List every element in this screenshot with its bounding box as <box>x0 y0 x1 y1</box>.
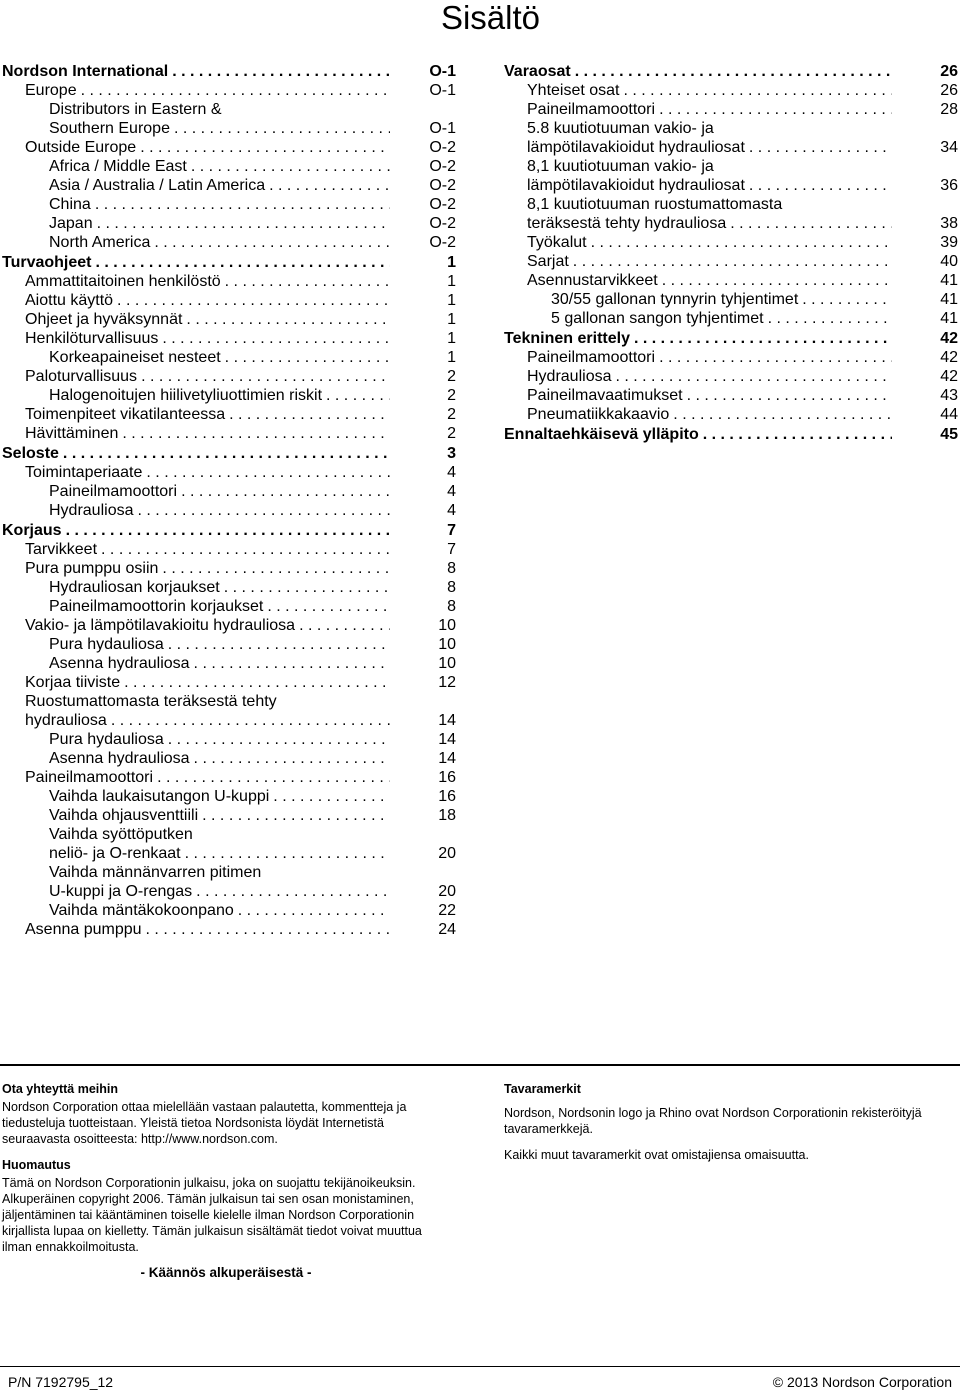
toc-entry-title: Toimintaperiaate <box>25 464 143 481</box>
toc-dot-leader <box>162 559 390 578</box>
toc-entry-title: Ohjeet ja hyväksynnät <box>25 311 183 328</box>
toc-page-number: O-2 <box>429 215 456 232</box>
toc-entry[interactable] <box>2 291 456 310</box>
toc-page-number: 12 <box>438 674 456 691</box>
toc-page-number: 39 <box>940 234 958 251</box>
toc-page-number: 22 <box>438 902 456 919</box>
toc-dot-leader <box>146 920 390 939</box>
toc-dot-leader <box>181 482 390 501</box>
toc-page-number: 4 <box>447 502 456 519</box>
toc-dot-leader <box>573 252 892 271</box>
toc-page-number: 14 <box>438 712 456 729</box>
toc-entry[interactable] <box>2 81 456 100</box>
toc-entry-title: 5.8 kuutiotuuman vakio- ja <box>527 120 714 137</box>
toc-entry[interactable] <box>2 654 456 673</box>
toc-page-number: O-2 <box>429 196 456 213</box>
toc-entry-title: Vaihda laukaisutangon U-kuppi <box>49 788 270 805</box>
toc-page-number: 8 <box>447 598 456 615</box>
toc-entry[interactable] <box>2 329 456 348</box>
toc-entry-title: Turvaohjeet <box>2 254 92 271</box>
toc-entry[interactable] <box>2 176 456 195</box>
toc-entry-title: teräksestä tehty hydrauliosa <box>527 215 727 232</box>
toc-entry-title: Aiottu käyttö <box>25 292 114 309</box>
toc-entry-title: Southern Europe <box>49 120 170 137</box>
toc-dot-leader <box>202 806 390 825</box>
toc-entry-title: Asenna hydrauliosa <box>49 655 190 672</box>
part-number: P/N 7192795_12 <box>8 1374 114 1390</box>
toc-entry-title: Asennustarvikkeet <box>527 272 658 289</box>
toc-page-number: 24 <box>438 921 456 938</box>
copyright: © 2013 Nordson Corporation <box>772 1374 952 1390</box>
toc-section-heading[interactable] <box>2 444 456 463</box>
toc-entry[interactable] <box>2 863 456 882</box>
toc-entry-title: Africa / Middle East <box>49 158 187 175</box>
toc-dot-leader <box>162 329 390 348</box>
toc-dot-leader <box>174 119 390 138</box>
toc-entry[interactable] <box>2 540 456 559</box>
toc-entry[interactable] <box>504 81 958 100</box>
toc-page-number: 40 <box>940 253 958 270</box>
toc-entry[interactable] <box>2 635 456 654</box>
toc-entry[interactable] <box>2 119 456 138</box>
trademarks-text-2: Kaikki muut tavaramerkit ovat omistajiensa omaisuutta. <box>504 1148 809 1162</box>
toc-page-number: 45 <box>940 426 958 443</box>
toc-dot-leader <box>196 882 390 901</box>
toc-entry[interactable] <box>2 844 456 863</box>
toc-entry-title: Pura hydauliosa <box>49 731 164 748</box>
toc-dot-leader <box>146 463 390 482</box>
toc-entry[interactable] <box>504 252 958 271</box>
toc-entry[interactable] <box>504 309 958 328</box>
toc-dot-leader <box>273 787 390 806</box>
page-title: Sisältö <box>440 0 540 36</box>
toc-entry[interactable] <box>2 214 456 233</box>
toc-page-number: 1 <box>447 311 456 328</box>
toc-entry[interactable] <box>504 119 958 138</box>
trademarks-heading: Tavaramerkit <box>504 1082 581 1096</box>
toc-entry-title: Asenna pumppu <box>25 921 142 938</box>
toc-dot-leader <box>194 654 390 673</box>
toc-entry-title: Pura hydauliosa <box>49 636 164 653</box>
toc-dot-leader <box>154 233 390 252</box>
toc-entry-title: Outside Europe <box>25 139 137 156</box>
toc-dot-leader <box>157 768 390 787</box>
toc-dot-leader <box>299 616 390 635</box>
toc-section-heading[interactable] <box>504 62 958 81</box>
toc-page-number: 1 <box>447 330 456 347</box>
toc-entry-title: China <box>49 196 91 213</box>
toc-dot-leader <box>66 521 390 540</box>
toc-entry-title: Korjaa tiiviste <box>25 674 121 691</box>
toc-section-heading[interactable] <box>2 62 456 81</box>
toc-entry-title: Yhteiset osat <box>527 82 620 99</box>
toc-page-number: 18 <box>438 807 456 824</box>
toc-entry[interactable] <box>504 157 958 176</box>
toc-dot-leader <box>802 290 892 309</box>
toc-dot-leader <box>673 405 892 424</box>
toc-entry[interactable] <box>2 367 456 386</box>
toc-entry[interactable] <box>2 386 456 405</box>
toc-entry-title: Distributors in Eastern & <box>49 101 222 118</box>
toc-page-number: 42 <box>940 349 958 366</box>
toc-entry-title: Paineilmavaatimukset <box>527 387 683 404</box>
toc-entry[interactable] <box>2 692 456 711</box>
toc-entry-title: U-kuppi ja O-rengas <box>49 883 193 900</box>
toc-entry-title: Paineilmamoottori <box>49 483 178 500</box>
toc-entry-title: Vaihda syöttöputken <box>49 826 193 843</box>
toc-entry-title: Paineilmamoottorin korjaukset <box>49 598 264 615</box>
toc-dot-leader <box>111 711 390 730</box>
toc-dot-leader <box>591 233 892 252</box>
toc-page-number: 4 <box>447 464 456 481</box>
toc-page-number: 41 <box>940 310 958 327</box>
toc-entry[interactable] <box>2 310 456 329</box>
toc-section-heading[interactable] <box>2 253 456 272</box>
toc-entry[interactable] <box>504 100 958 119</box>
toc-page-number: 8 <box>447 579 456 596</box>
toc-page-number: 14 <box>438 750 456 767</box>
toc-entry[interactable] <box>2 882 456 901</box>
toc-entry-title: Paineilmamoottori <box>25 769 154 786</box>
toc-entry-title: Vaihda männänvarren pitimen <box>49 864 262 881</box>
footer-divider <box>0 1064 960 1066</box>
toc-entry-title: Hydrauliosan korjaukset <box>49 579 220 596</box>
toc-entry[interactable] <box>2 768 456 787</box>
toc-page-number: 16 <box>438 769 456 786</box>
toc-entry-title: Korjaus <box>2 522 62 539</box>
toc-entry-title: Hydrauliosa <box>49 502 134 519</box>
toc-dot-leader <box>185 844 390 863</box>
toc-page-number: 2 <box>447 387 456 404</box>
toc-page-number: 2 <box>447 425 456 442</box>
toc-entry-title: Halogenoitujen hiilivetyliuottimien riskit <box>49 387 323 404</box>
toc-entry-title: Japan <box>49 215 93 232</box>
toc-page-number: O-2 <box>429 234 456 251</box>
toc-entry[interactable] <box>2 673 456 692</box>
toc-entry-title: 8,1 kuutiotuuman vakio- ja <box>527 158 714 175</box>
toc-entry-title: Sarjat <box>527 253 569 270</box>
toc-entry[interactable] <box>2 825 456 844</box>
toc-dot-leader <box>168 635 390 654</box>
toc-dot-leader <box>659 348 892 367</box>
toc-page-number: 38 <box>940 215 958 232</box>
toc-dot-leader <box>101 540 390 559</box>
toc-entry-title: Vakio- ja lämpötilavakioitu hydrauliosa <box>25 617 296 634</box>
toc-dot-leader <box>687 386 892 405</box>
toc-entry[interactable] <box>2 597 456 616</box>
toc-page-number: 41 <box>940 291 958 308</box>
toc-dot-leader <box>97 214 390 233</box>
toc-dot-leader <box>122 424 390 443</box>
toc-entry[interactable] <box>2 463 456 482</box>
toc-page-number: 26 <box>940 63 958 80</box>
toc-entry[interactable] <box>504 386 958 405</box>
toc-entry-title: Seloste <box>2 445 59 462</box>
toc-page-number: O-2 <box>429 158 456 175</box>
toc-page-number: 10 <box>438 636 456 653</box>
toc-entry[interactable] <box>2 616 456 635</box>
toc-entry[interactable] <box>2 157 456 176</box>
toc-dot-leader <box>95 195 390 214</box>
toc-entry-title: Europe <box>25 82 77 99</box>
toc-entry[interactable] <box>504 405 958 424</box>
toc-page-number: 7 <box>447 522 456 539</box>
toc-dot-leader <box>267 597 390 616</box>
footer-right <box>504 1081 934 1173</box>
toc-entry[interactable] <box>2 559 456 578</box>
toc-page-number: 1 <box>447 349 456 366</box>
footer-left <box>2 1081 450 1281</box>
contact-text: Nordson Corporation ottaa mielellään vastaan palautetta, kommentteja ja tiedusteluja tuotteistaan. Yleistä tietoa Nordsonista löydät Internetistä seuraavasta osoitteesta: http://www.nordson.com. <box>2 1100 407 1146</box>
toc-entry-title: Varaosat <box>504 63 571 80</box>
toc-entry[interactable] <box>504 176 958 195</box>
toc-entry[interactable] <box>2 920 456 939</box>
toc-entry[interactable] <box>2 749 456 768</box>
toc-entry-title: Ruostumattomasta teräksestä tehty <box>25 693 277 710</box>
toc-page-number: O-2 <box>429 139 456 156</box>
toc-entry[interactable] <box>2 730 456 749</box>
toc-entry[interactable] <box>2 711 456 730</box>
toc-dot-leader <box>225 348 390 367</box>
toc-page-number: 43 <box>940 387 958 404</box>
toc-entry-title: Nordson International <box>2 63 169 80</box>
toc-page-number: 1 <box>447 273 456 290</box>
toc-page-number: 14 <box>438 731 456 748</box>
toc-dot-leader <box>238 901 390 920</box>
toc-entry[interactable] <box>2 405 456 424</box>
toc-page-number: O-1 <box>429 82 456 99</box>
toc-entry[interactable] <box>504 271 958 290</box>
toc-dot-leader <box>224 578 390 597</box>
toc-entry-title: Vaihda ohjausventtiili <box>49 807 199 824</box>
toc-page-number: 2 <box>447 368 456 385</box>
toc-page-number: 8 <box>447 560 456 577</box>
toc-entry[interactable] <box>504 367 958 386</box>
toc-dot-leader <box>117 291 390 310</box>
toc-dot-leader <box>703 425 892 444</box>
toc-page-number: 28 <box>940 101 958 118</box>
toc-entry[interactable] <box>2 348 456 367</box>
toc-entry[interactable] <box>504 233 958 252</box>
toc-page-number: 20 <box>438 845 456 862</box>
toc-entry[interactable] <box>504 138 958 157</box>
toc-dot-leader <box>749 176 892 195</box>
toc-dot-leader <box>615 367 892 386</box>
toc-entry-title: Paineilmamoottori <box>527 349 656 366</box>
toc-page-number: 7 <box>447 541 456 558</box>
toc-entry-title: Pneumatiikkakaavio <box>527 406 670 423</box>
toc-page-number: 1 <box>447 254 456 271</box>
toc-dot-leader <box>634 329 892 348</box>
toc-entry-title: Pura pumppu osiin <box>25 560 159 577</box>
toc-page-number: 4 <box>447 483 456 500</box>
toc-entry-title: Paloturvallisuus <box>25 368 138 385</box>
toc-page-number: 10 <box>438 655 456 672</box>
toc-entry[interactable] <box>2 195 456 214</box>
toc-entry[interactable] <box>2 100 456 119</box>
toc-entry-title: Tekninen erittely <box>504 330 630 347</box>
toc-page-number: 2 <box>447 406 456 423</box>
toc-right-column <box>504 62 958 444</box>
toc-entry-title: 8,1 kuutiotuuman ruostumattomasta <box>527 196 783 213</box>
toc-page-number: 3 <box>447 445 456 462</box>
toc-entry[interactable] <box>2 233 456 252</box>
toc-entry-title: Korkeapaineiset nesteet <box>49 349 221 366</box>
bottom-divider <box>0 1366 960 1367</box>
toc-page-number: 44 <box>940 406 958 423</box>
toc-page-number: O-1 <box>429 63 456 80</box>
toc-entry[interactable] <box>504 195 958 214</box>
toc-dot-leader <box>140 138 390 157</box>
toc-entry-title: Tarvikkeet <box>25 541 98 558</box>
toc-entry-title: Henkilöturvallisuus <box>25 330 159 347</box>
toc-dot-leader <box>81 81 390 100</box>
toc-section-heading[interactable] <box>504 329 958 348</box>
toc-dot-leader <box>662 271 892 290</box>
notice-heading: Huomautus <box>2 1158 71 1172</box>
toc-section-heading[interactable] <box>2 521 456 540</box>
translation-note: - Käännös alkuperäisestä - <box>140 1265 312 1280</box>
toc-entry-title: 5 gallonan sangon tyhjentimet <box>551 310 764 327</box>
contact-heading: Ota yhteyttä meihin <box>2 1082 118 1096</box>
toc-entry[interactable] <box>2 806 456 825</box>
toc-left-column <box>2 62 456 939</box>
toc-page-number: 26 <box>940 82 958 99</box>
toc-entry[interactable] <box>2 578 456 597</box>
toc-section-heading[interactable] <box>504 425 958 444</box>
toc-entry-title: Toimenpiteet vikatilanteessa <box>25 406 226 423</box>
toc-page-number: 1 <box>447 292 456 309</box>
toc-entry[interactable] <box>504 290 958 309</box>
toc-page-number: 10 <box>438 617 456 634</box>
toc-entry[interactable] <box>2 901 456 920</box>
toc-entry-title: Työkalut <box>527 234 587 251</box>
toc-dot-leader <box>172 62 390 81</box>
toc-dot-leader <box>768 309 892 328</box>
toc-dot-leader <box>96 253 391 272</box>
toc-page-number: 34 <box>940 139 958 156</box>
toc-dot-leader <box>229 405 390 424</box>
toc-entry[interactable] <box>2 272 456 291</box>
toc-dot-leader <box>141 367 390 386</box>
toc-entry-title: Asia / Australia / Latin America <box>49 177 266 194</box>
toc-page-number: 42 <box>940 330 958 347</box>
toc-entry[interactable] <box>2 482 456 501</box>
toc-dot-leader <box>225 272 390 291</box>
toc-entry-title: Ammattitaitoinen henkilöstö <box>25 273 221 290</box>
toc-dot-leader <box>63 444 390 463</box>
toc-entry-title: Asenna hydrauliosa <box>49 750 190 767</box>
toc-entry[interactable] <box>2 787 456 806</box>
toc-dot-leader <box>186 310 390 329</box>
toc-page-number: 36 <box>940 177 958 194</box>
toc-entry-title: Vaihda mäntäkokoonpano <box>49 902 234 919</box>
toc-entry-title: lämpötilavakioidut hydrauliosat <box>527 139 745 156</box>
toc-entry[interactable] <box>504 214 958 233</box>
toc-page-number: 41 <box>940 272 958 289</box>
toc-entry[interactable] <box>504 348 958 367</box>
trademarks-text-1: Nordson, Nordsonin logo ja Rhino ovat Nordson Corporationin rekisteröityjä tavaramerkkejä. <box>504 1106 922 1136</box>
toc-dot-leader <box>326 386 390 405</box>
toc-entry-title: Hävittäminen <box>25 425 119 442</box>
toc-page-number: O-1 <box>429 120 456 137</box>
toc-entry[interactable] <box>2 138 456 157</box>
toc-dot-leader <box>124 673 390 692</box>
toc-page-number: 16 <box>438 788 456 805</box>
toc-dot-leader <box>269 176 390 195</box>
toc-entry[interactable] <box>2 501 456 520</box>
toc-dot-leader <box>730 214 892 233</box>
toc-entry-title: Ennaltaehkäisevä ylläpito <box>504 426 699 443</box>
toc-entry-title: 30/55 gallonan tynnyrin tyhjentimet <box>551 291 799 308</box>
toc-dot-leader <box>624 81 893 100</box>
toc-entry-title: North America <box>49 234 151 251</box>
toc-entry-title: Hydrauliosa <box>527 368 612 385</box>
toc-dot-leader <box>191 157 390 176</box>
toc-entry-title: Paineilmamoottori <box>527 101 656 118</box>
toc-page-number: O-2 <box>429 177 456 194</box>
toc-entry-title: lämpötilavakioidut hydrauliosat <box>527 177 745 194</box>
toc-dot-leader <box>137 501 390 520</box>
toc-dot-leader <box>659 100 892 119</box>
toc-dot-leader <box>575 62 892 81</box>
toc-dot-leader <box>749 138 892 157</box>
toc-entry-title: neliö- ja O-renkaat <box>49 845 181 862</box>
toc-dot-leader <box>168 730 390 749</box>
notice-text: Tämä on Nordson Corporationin julkaisu, joka on suojattu tekijänoikeuksin. Alkuperäinen copyright 2006. Tämän julkaisun tai sen osan monistaminen, jäljentäminen tai kääntäminen toiselle kielelle ilman Nordson Corporationin kirjallista lupaa on kielletty. Tämän julkaisun sisältämät tiedot voivat muuttua ilman ennakkoilmoitusta. <box>2 1176 422 1254</box>
toc-entry-title: hydrauliosa <box>25 712 107 729</box>
toc-dot-leader <box>194 749 390 768</box>
toc-page-number: 20 <box>438 883 456 900</box>
toc-page-number: 42 <box>940 368 958 385</box>
toc-entry[interactable] <box>2 424 456 443</box>
